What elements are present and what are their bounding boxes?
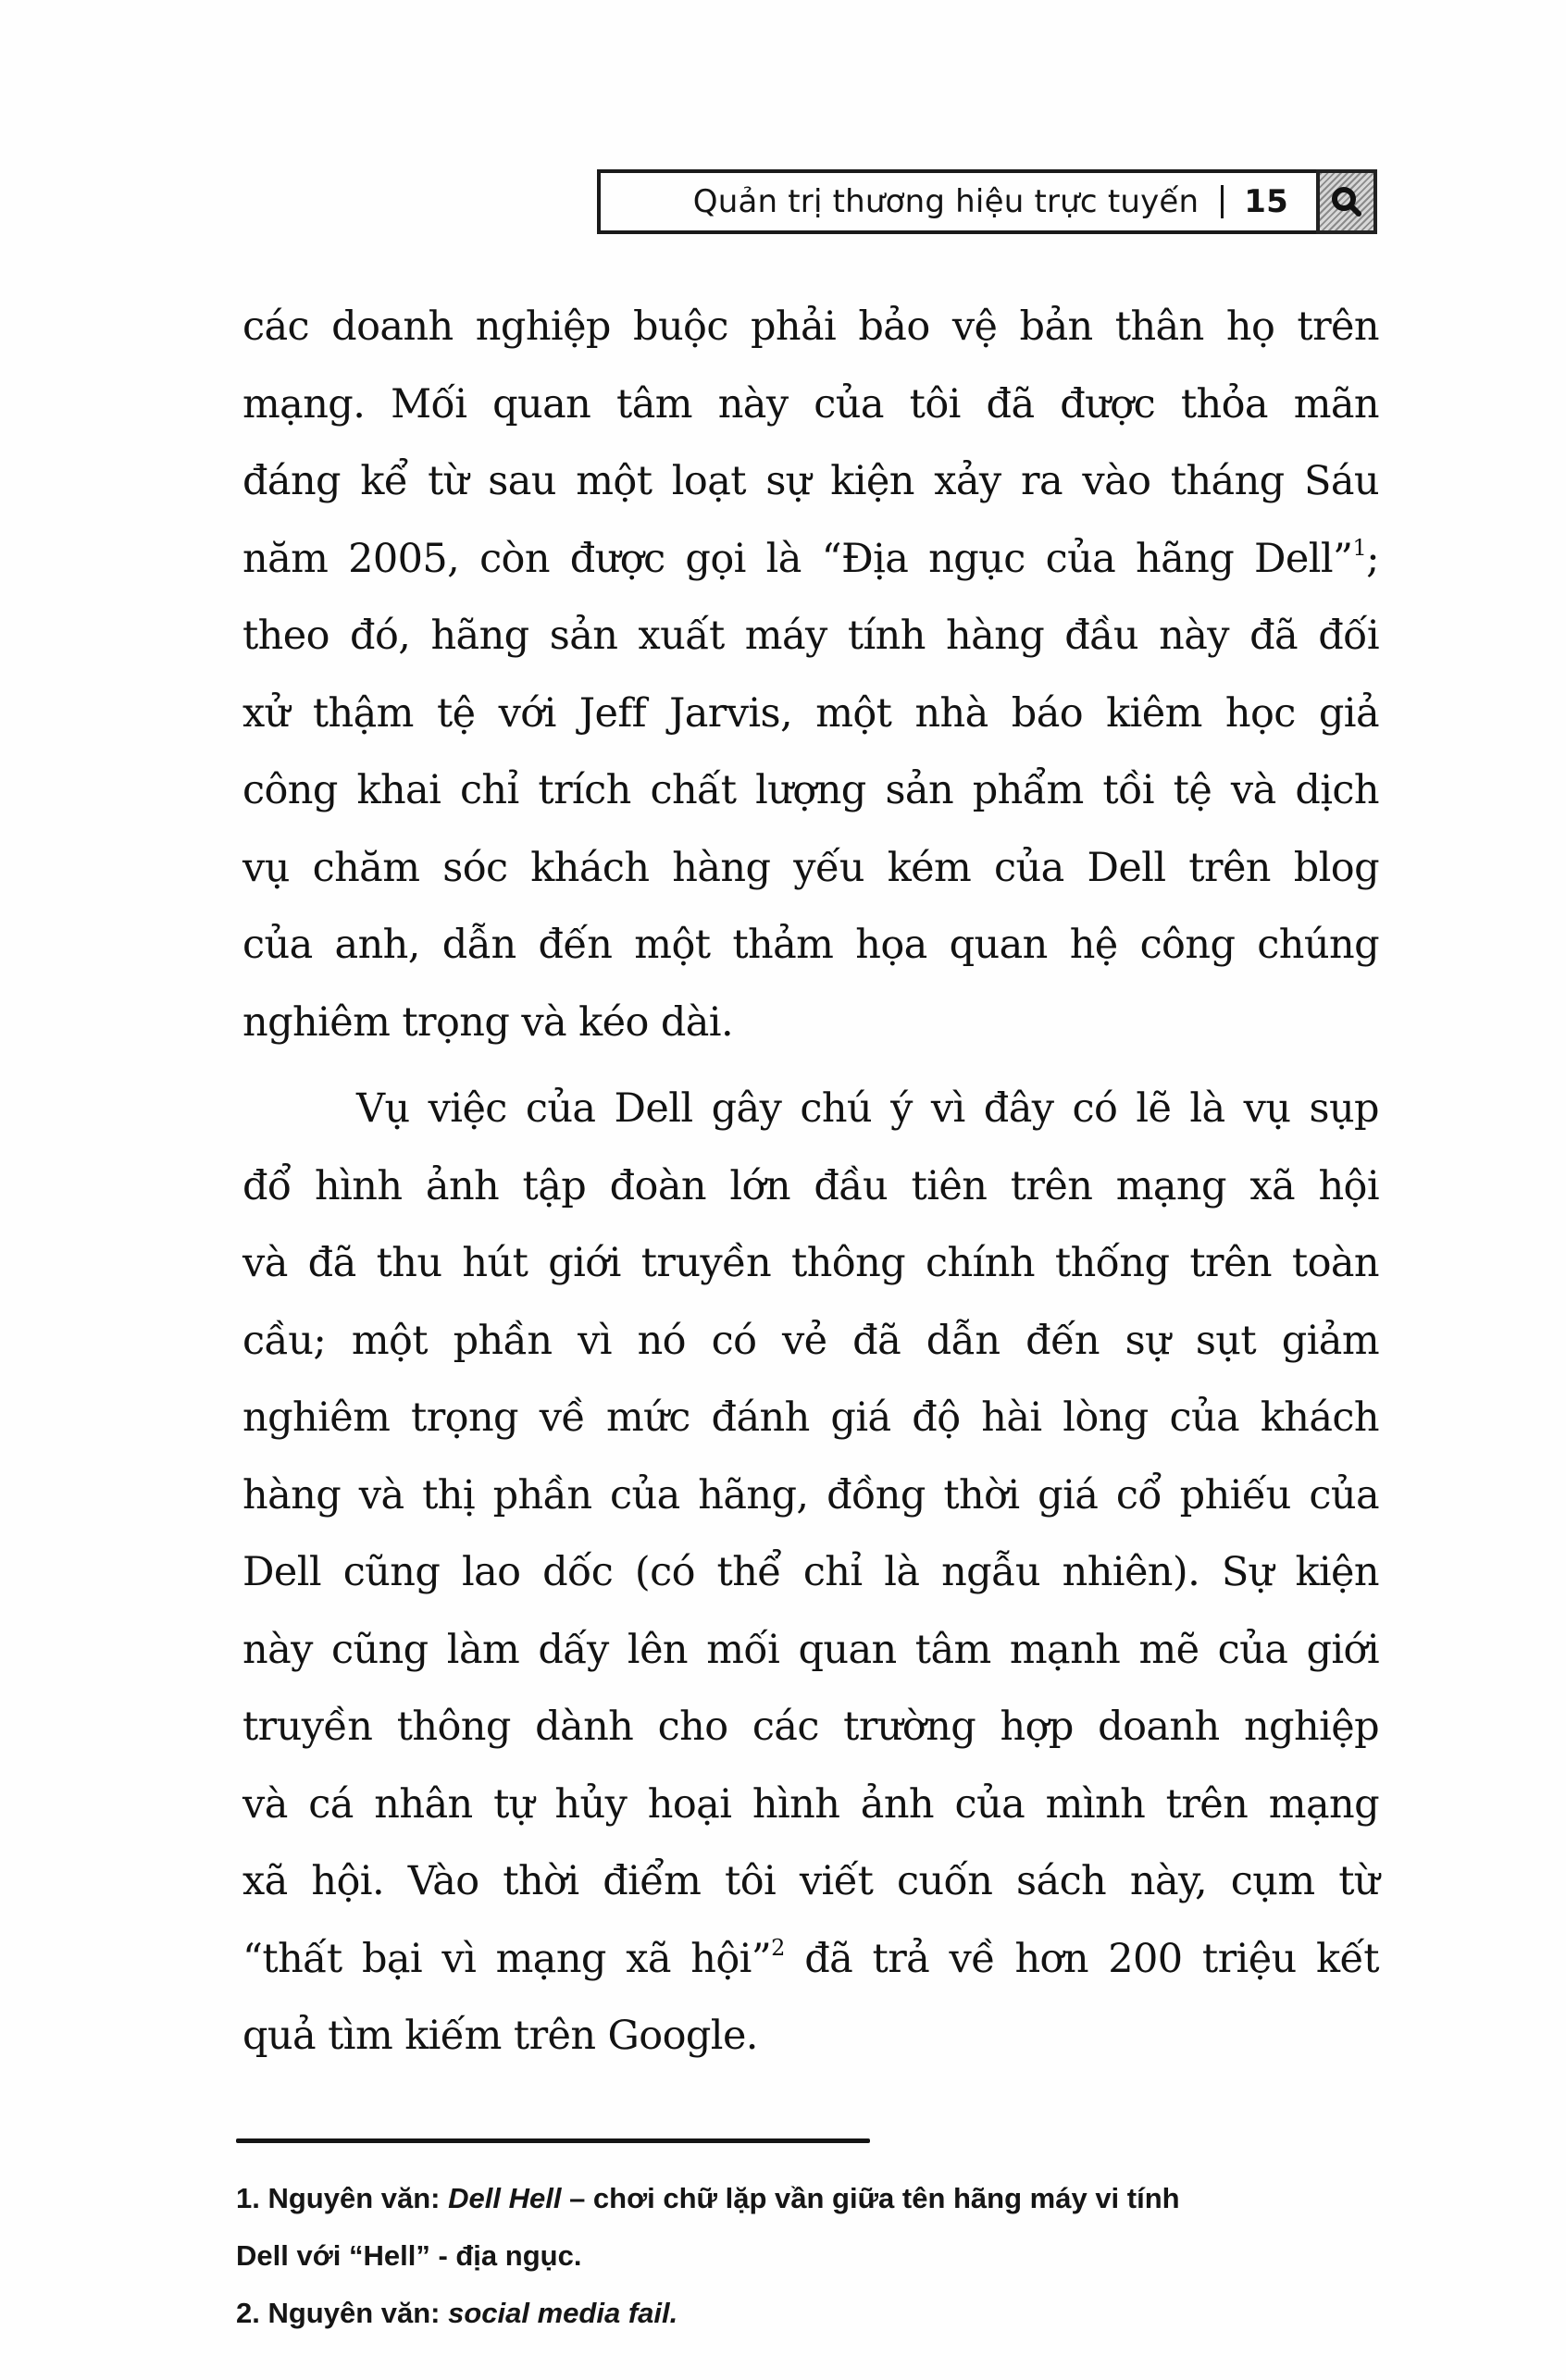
footnote-2: 2. Nguyên văn: social media fail. [236,2297,678,2329]
paragraph-2 [242,1071,1379,2076]
text-line: năm 2005, còn được gọi là “Địa ngục của hãng Dell”$^1$; [242,534,1379,582]
running-header [597,169,1377,234]
text-line: và đã thu hút giới truyền thông chính thống trên toàn [242,1240,1379,1286]
body-text [242,289,1379,2076]
text-line: và cá nhân tự hủy hoại hình ảnh của mình trên mạng [242,1780,1379,1828]
text-line: Dell cũng lao dốc (có thể chỉ là ngẫu nhiên). Sự kiện [242,1549,1379,1595]
text-line: đáng kể từ sau một loạt sự kiện xảy ra vào tháng Sáu [242,458,1379,504]
text-line: nghiêm trọng về mức đánh giá độ hài lòng của khách [242,1395,1379,1441]
text-line: truyền thông dành cho các trường hợp doanh nghiệp [242,1704,1379,1750]
text-line: “thất bại vì mạng xã hội”$^2$ đã trả về hơn 200 triệu kết [242,1934,1379,1982]
text-line: Vụ việc của Dell gây chú ý vì đây có lẽ là vụ sụp [356,1085,1379,1132]
footnote-ref-1[interactable]: 1 [1352,534,1367,561]
footnote-1-continued: Dell với “Hell” - địa ngục. [236,2239,582,2272]
text-line: này cũng làm dấy lên mối quan tâm mạnh mẽ của giới [242,1626,1379,1673]
text-line: theo đó, hãng sản xuất máy tính hàng đầu này đã đối [242,613,1379,659]
text-line: vụ chăm sóc khách hàng yếu kém của Dell trên blog [242,844,1379,891]
text-line: mạng. Mối quan tâm này của tôi đã được thỏa mãn [242,380,1379,428]
footnote-ref-2[interactable]: 2 [771,1934,785,1961]
text-line: các doanh nghiệp buộc phải bảo vệ bản thân họ trên [242,304,1379,350]
header-separator [1221,185,1224,218]
text-line: xử thậm tệ với Jeff Jarvis, một nhà báo kiêm học giả [242,689,1379,737]
footnotes [236,2170,1384,2342]
paragraph-1 [242,289,1379,1061]
magnifier-icon [1328,183,1365,220]
text-line: quả tìm kiếm trên Google. [242,2013,758,2059]
text-line: nghiêm trọng và kéo dài. [242,998,734,1046]
footnote-1: 1. Nguyên văn: Dell Hell – chơi chữ lặp vần giữa tên hãng máy vi tính [236,2182,1180,2214]
header-box [597,169,1316,234]
text-line: công khai chỉ trích chất lượng sản phẩm tồi tệ và dịch [242,767,1379,813]
footnote-rule [236,2138,870,2143]
header-icon-box [1316,169,1377,234]
page-number: 15 [1244,183,1288,220]
text-line: xã hội. Vào thời điểm tôi viết cuốn sách này, cụm từ [242,1858,1379,1904]
text-line: cầu; một phần vì nó có vẻ đã dẫn đến sự sụt giảm [242,1317,1379,1364]
text-line: hàng và thị phần của hãng, đồng thời giá cổ phiếu của [242,1471,1379,1518]
header-title: Quản trị thương hiệu trực tuyến [692,183,1199,220]
text-line: đổ hình ảnh tập đoàn lớn đầu tiên trên mạng xã hội [242,1162,1379,1209]
text-line: của anh, dẫn đến một thảm họa quan hệ công chúng [242,922,1379,968]
